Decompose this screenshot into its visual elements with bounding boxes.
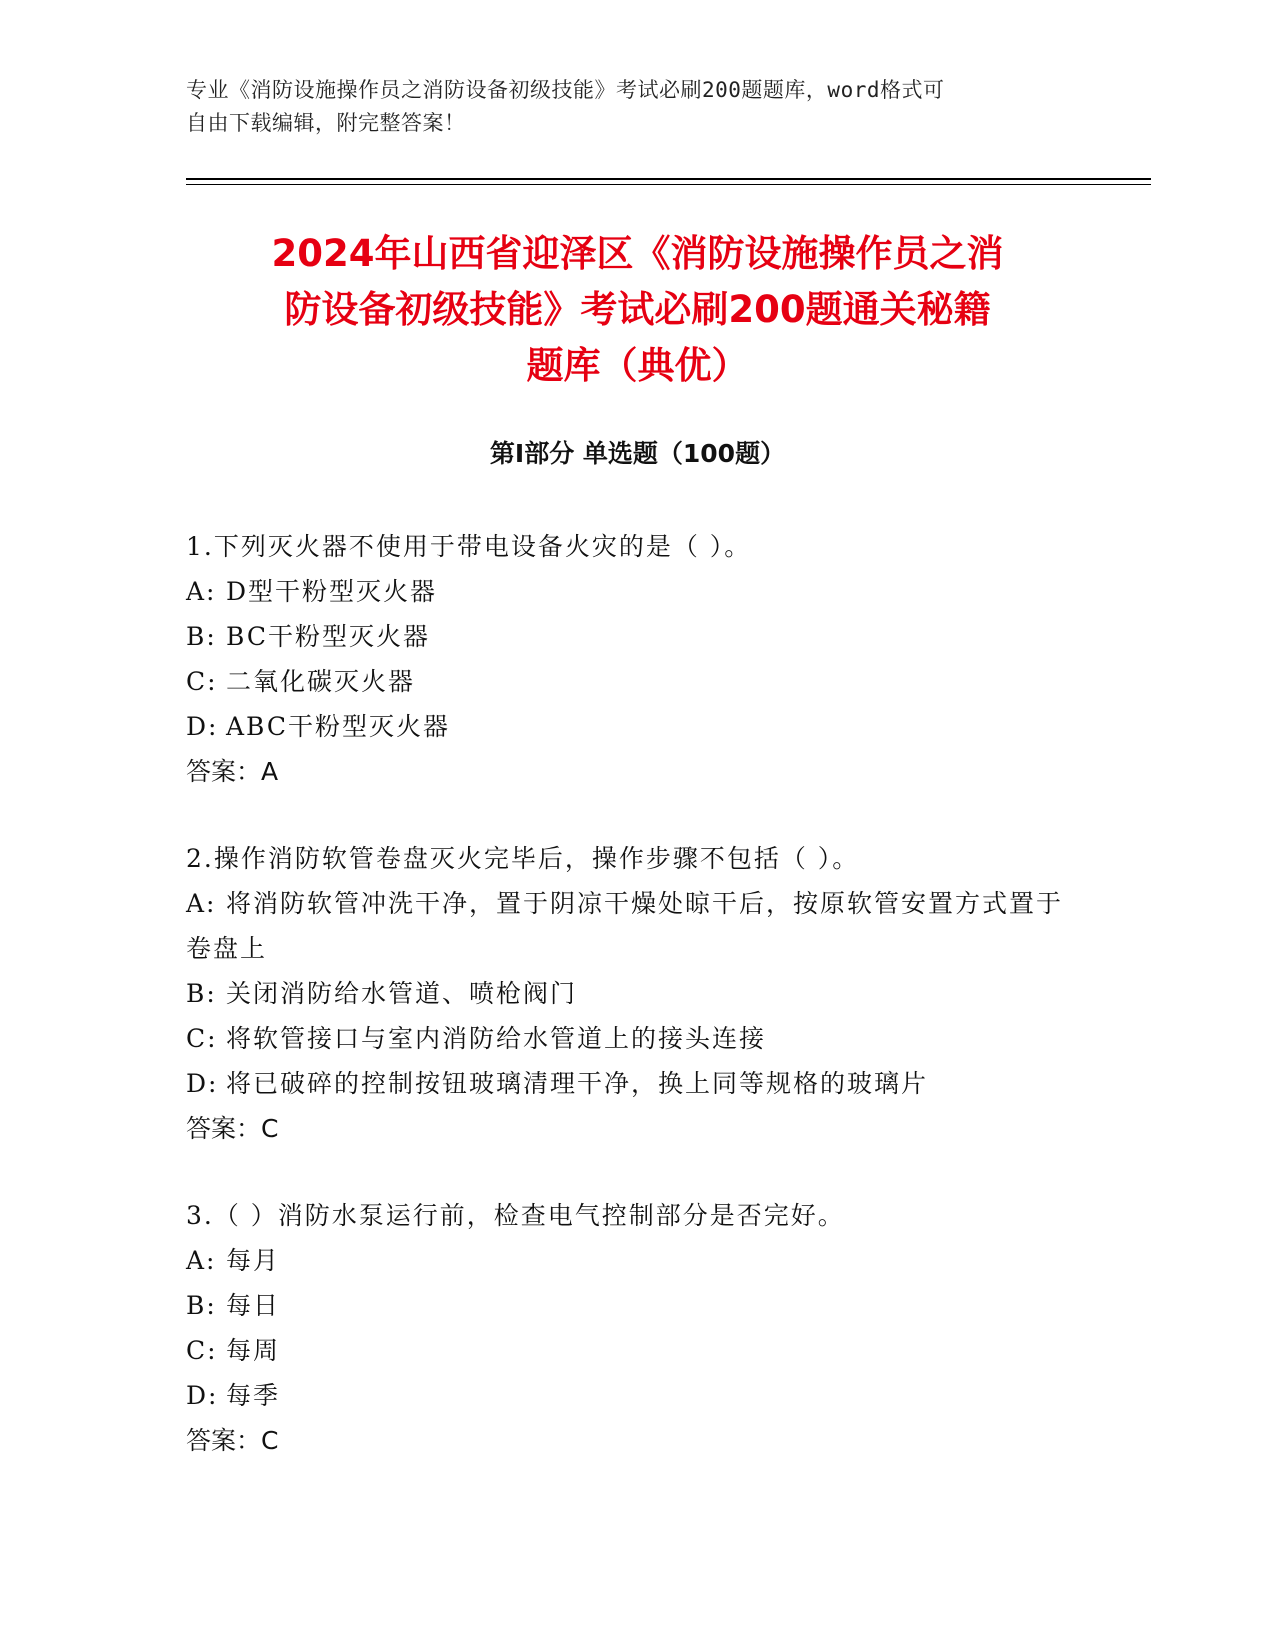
- option-text: 每季: [226, 1381, 281, 1410]
- option-label: A:: [186, 1246, 217, 1275]
- question-list: [186, 524, 1086, 1505]
- option-text: ABC干粉型灭火器: [226, 712, 451, 741]
- question-stem: 2.操作消防软管卷盘灭火完毕后，操作步骤不包括（ ）。: [186, 844, 860, 873]
- header-note: [186, 74, 1066, 140]
- option-text: 将已破碎的控制按钮玻璃清理干净，换上同等规格的玻璃片: [226, 1069, 929, 1098]
- option-label: B:: [186, 979, 217, 1008]
- option-text: 每月: [226, 1246, 281, 1275]
- option-label: A:: [186, 577, 217, 606]
- option-text: BC干粉型灭火器: [226, 622, 430, 651]
- header-note-line-1: 专业《消防设施操作员之消防设备初级技能》考试必刷200题题库，word格式可: [186, 78, 945, 102]
- option-text: 每周: [226, 1336, 281, 1365]
- option-label: A:: [186, 889, 217, 918]
- document-title-line-2: 防设备初级技能》考试必刷200题通关秘籍: [284, 288, 991, 331]
- question-item-1: [186, 524, 1086, 794]
- header-divider-thin: [186, 184, 1151, 185]
- option-b: [186, 971, 1086, 1016]
- answer-line: 答案：A: [186, 757, 279, 786]
- question-item-3: [186, 1193, 1086, 1463]
- option-a: [186, 569, 1086, 614]
- section-title: 第Ⅰ部分 单选题（100题）: [489, 439, 786, 468]
- option-b: [186, 1283, 1086, 1328]
- option-text: 将软管接口与室内消防给水管道上的接头连接: [226, 1024, 767, 1053]
- question-stem: 1.下列灭火器不使用于带电设备火灾的是（ ）。: [186, 532, 752, 561]
- option-a: [186, 881, 1086, 971]
- option-c: [186, 659, 1086, 704]
- header-note-line-2: 自由下载编辑，附完整答案！: [186, 111, 466, 135]
- document-title-line-3: 题库（典优）: [526, 344, 749, 387]
- header-divider-thick: [186, 178, 1151, 180]
- option-text: D型干粉型灭火器: [226, 577, 438, 606]
- option-label: D:: [186, 1069, 219, 1098]
- document-title-line-1: 2024年山西省迎泽区《消防设施操作员之消: [271, 232, 1004, 275]
- option-c: [186, 1328, 1086, 1373]
- option-text: 每日: [226, 1291, 281, 1320]
- option-label: C:: [186, 667, 218, 696]
- option-label: C:: [186, 1024, 218, 1053]
- question-item-2: [186, 836, 1086, 1151]
- option-text: 二氧化碳灭火器: [226, 667, 416, 696]
- option-b: [186, 614, 1086, 659]
- option-c: [186, 1016, 1086, 1061]
- option-label: B:: [186, 1291, 217, 1320]
- option-text: 关闭消防给水管道、喷枪阀门: [226, 979, 578, 1008]
- answer-line: 答案：C: [186, 1114, 279, 1143]
- option-d: [186, 1061, 1086, 1106]
- answer-line: 答案：C: [186, 1426, 279, 1455]
- option-text: 将消防软管冲洗干净，置于阴凉干燥处晾干后，按原软管安置方式置于卷盘上: [186, 889, 1064, 963]
- question-stem: 3.（ ）消防水泵运行前，检查电气控制部分是否完好。: [186, 1201, 845, 1230]
- option-label: B:: [186, 622, 217, 651]
- option-d: [186, 1373, 1086, 1418]
- option-label: D:: [186, 712, 219, 741]
- document-title: [186, 226, 1089, 394]
- option-label: C:: [186, 1336, 218, 1365]
- option-a: [186, 1238, 1086, 1283]
- option-label: D:: [186, 1381, 219, 1410]
- option-d: [186, 704, 1086, 749]
